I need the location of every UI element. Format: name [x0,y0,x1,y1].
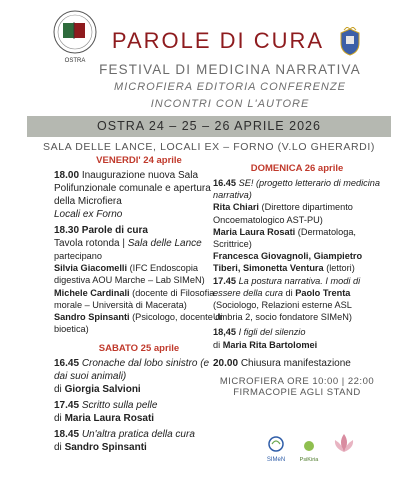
day-saturday: SABATO 25 aprile [98,343,180,355]
subtitle-line-1: MICROFIERA EDITORIA CONFERENZE [114,81,346,93]
firmacopie: FIRMACOPIE AGLI STAND [233,386,361,398]
speaker-3: Sandro Spinsanti (Psicologo, docente di bioetica) [54,312,223,335]
sponsor-logos [262,428,362,468]
lotus-logo-icon [335,434,353,452]
venue: SALA DELLE LANCE, LOCALI EX – FORNO (V.LO GHERARDI) [43,141,375,153]
friday-event-2-format: Tavola rotonda | Sala delle Lance [54,238,202,249]
sunday-event-3: 18,45 I figli del silenzio [213,327,306,338]
friday-participants-label: partecipano [54,251,103,261]
saturday-event-1-author: di Giorgia Salvioni [54,384,141,396]
coat-of-arms-icon [337,27,363,57]
sunday-panelist-3: Francesca Giovagnoli, Giampietro Tiberi, Simonetta Ventura (lettori) [213,251,363,274]
sunday-event-1: 16.45 SE! (progetto letterario di medicina narrativa) [213,178,381,201]
sponsor-psikiria: PsiKiria [299,457,319,463]
speaker-1: Silvia Giacomelli (IFC Endoscopia digestiva AOU Marche – Lab SIMeN) [54,263,205,286]
subtitle-line-2: INCONTRI CON L'AUTORE [150,98,310,110]
friday-event-1: 18.00 Inaugurazione nuova Sala Polifunzionale comunale e apertura della Microfiera [54,170,211,207]
simen-logo-icon [267,437,285,463]
friday-event-2-title: 18.30 Parole di cura [54,225,148,236]
festival-name: FESTIVAL DI MEDICINA NARRATIVA [99,62,361,77]
festival-logo-icon [52,9,98,65]
psikiria-logo-icon [300,441,320,463]
saturday-event-2-author: di Maria Laura Rosati [54,413,155,425]
header [0,0,418,116]
dates-band: OSTRA 24 – 25 – 26 APRILE 2026 [27,116,391,137]
day-friday: VENERDI' 24 aprile [96,155,182,166]
sunday-event-4: 20.00 Chiusura manifestazione [213,357,351,369]
saturday-event-3: 18.45 Un'altra pratica della cura [54,429,195,441]
day-sunday: DOMENICA 26 aprile [250,163,344,174]
sunday-panelist-1: Rita Chiari (Direttore dipartimento Oncoematologico AST-PU) [213,202,353,225]
saturday-event-1: 16.45 Cronache dal lobo sinistro (e dai suoi animali) [54,358,210,383]
friday-event-1-place: Locali ex Forno [54,209,123,220]
sunday-panelist-2: Maria Laura Rosati (Dermatologa, Scrittrice) [213,226,356,250]
saturday-event-3-author: di Sandro Spinsanti [54,442,147,454]
sponsor-simen: SIMeN [266,457,286,463]
right-column [213,163,381,398]
page-title: PAROLE DI CURA [111,28,325,53]
logo-text: OSTRA [64,58,86,64]
sunday-event-2: 17.45 La postura narrativa. I modi di essere della cura di Paolo Trenta (Sociologo, Relazioni esterne ASL Umbria 2, socio fondatore SIMeN) [213,275,361,323]
microfiera-hours: MICROFIERA ORE 10:00 | 22:00 [219,375,375,387]
speaker-2: Michele Cardinali (docente di Filosofia morale – Università di Macerata) [54,287,215,310]
saturday-event-2: 17.45 Scritto sulla pelle [54,400,158,412]
sunday-event-3-author: di Maria Rita Bartolomei [213,339,318,350]
left-column [54,155,224,454]
